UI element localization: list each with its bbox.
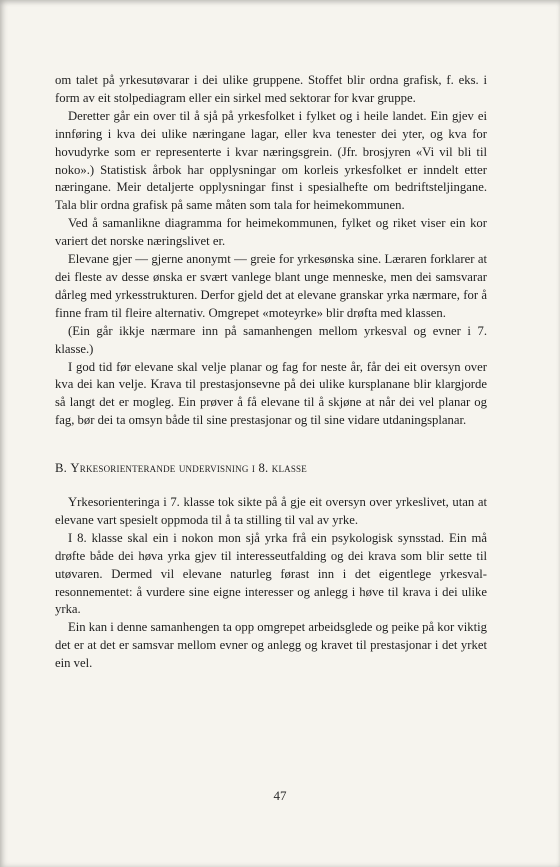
paragraph: Yrkesorienteringa i 7. klasse tok sikte på å gje eit oversyn over yrkeslivet, utan at elevane vart spesielt oppmoda til å ta stilling til val av yrke. xyxy=(55,495,487,527)
page-number: 47 xyxy=(273,788,287,803)
section-title: Yrkesorienterande undervisning i 8. klasse xyxy=(70,461,307,476)
paragraph: Ved å samanlikne diagramma for heimekommunen, fylket og riket viser ein kor variert det norske næringslivet er. xyxy=(55,216,487,249)
paragraph: (Ein går ikkje nærmare inn på samanhengen mellom yrkesval og evner i 7. klasse.) xyxy=(55,323,487,356)
section-letter: B. xyxy=(55,461,68,476)
section-heading xyxy=(55,460,487,478)
paragraph: Elevane gjer — gjerne anonymt — greie for yrkesønska sine. Læraren forklarer at dei fleste av desse ønska er svært vanlege blant unge menneske, men dei samsvarar dårleg med yrkesstrukturen. Derfor gjeld det at elevane granskar yrka nærmare, for å finne fram til fleire alternativ. Omgrepet «moteyrke» blir drøfta med klassen. xyxy=(55,252,487,320)
paragraph: Ein kan i denne samanhengen ta opp omgrepet arbeidsglede og peike på kor viktig det er at det er samsvar mellom evner og anlegg og kravet til prestasjonar i det yrket ein vel. xyxy=(55,620,487,671)
paragraph: Deretter går ein over til å sjå på yrkesfolket i fylket og i heile landet. Ein gjev ei innføring i kva dei ulike næringane lagar, eller kva tenester dei yter, og kva for hovudyrke som er representerte i kvar næringsgrein. (Jfr. brosjyren «Vi vil bli til noko».) Statistisk årbok har opplysningar om korleis yrkesfolket er inndelt etter næringane. Meir detaljerte opplysningar finst i spesialhefte om bedriftsteljingane. Tala blir ordna grafisk på same måten som tala for heimekommunen. xyxy=(55,108,487,213)
paragraph: I 8. klasse skal ein i nokon mon sjå yrka frå ein psykologisk synsstad. Ein må drøfte både dei høva yrka gjev til interesseutfalding og dei krava som blir sette til utøvaren. Dermed vil elevane naturleg førast inn i det eigentlege yrkesval-resonnementet: å vurdere sine eigne interesser og anlegg i høve til krava i dei ulike yrka. xyxy=(55,530,487,617)
paragraph: I god tid før elevane skal velje planar og fag for neste år, får dei eit oversyn over kva dei kan velje. Krava til prestasjonsevne på dei ulike kursplanane blir klargjorde så langt det er mogleg. Ein prøver å få elevane til å skjøne at når dei vel planar og fag, bør dei ta omsyn både til sine prestasjonar og til sine vidare utdaningsplanar. xyxy=(55,359,487,428)
paragraph: om talet på yrkesutøvarar i dei ulike gruppene. Stoffet blir ordna grafisk, f. eks. i form av eit stolpediagram eller ein sirkel med sektorar for kvar gruppe. xyxy=(55,73,487,105)
body-text xyxy=(55,72,487,673)
